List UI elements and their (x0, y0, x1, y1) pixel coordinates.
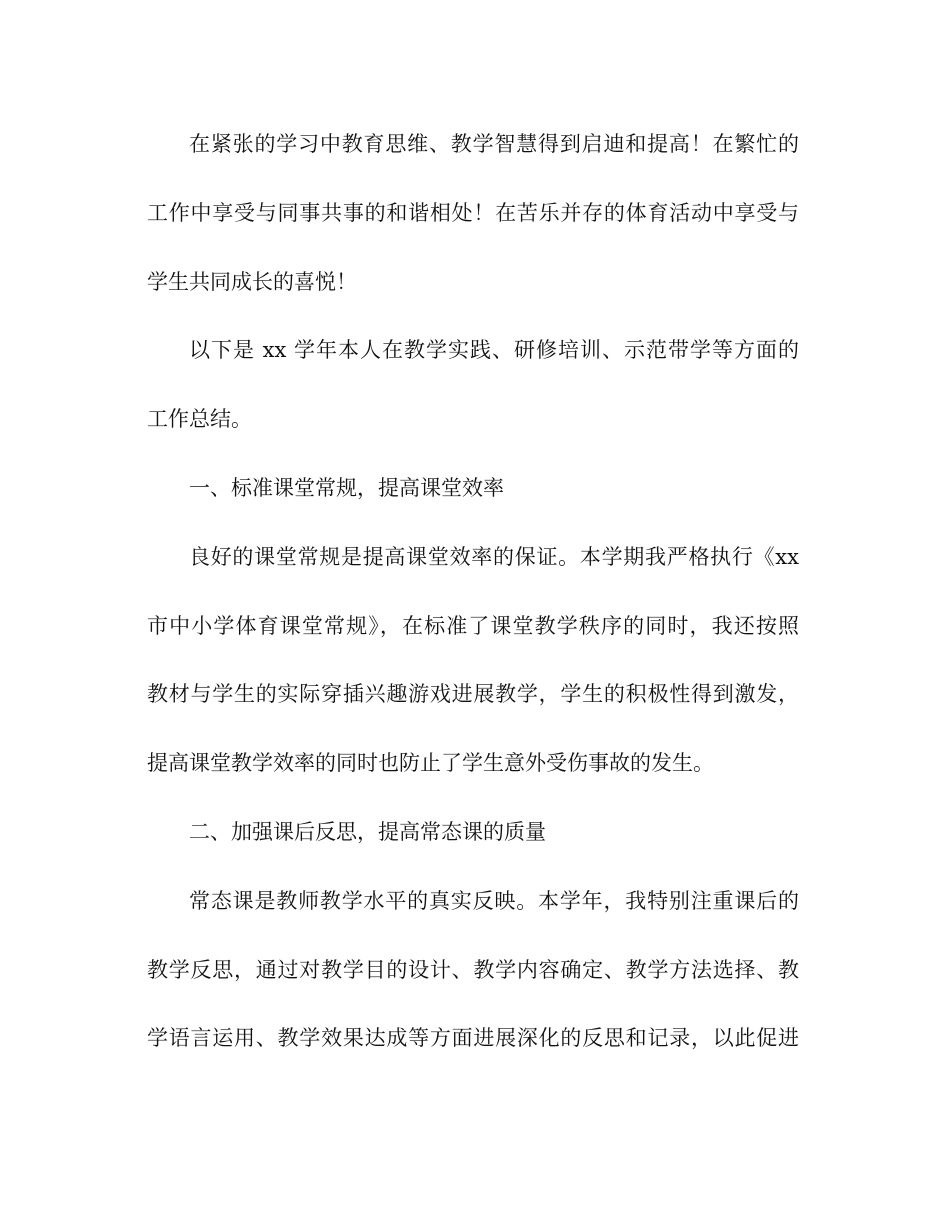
paragraph-3-line-3: 教材与学生的实际穿插兴趣游戏进展教学，学生的积极性得到激发， (147, 682, 799, 707)
paragraph-3-line-1: 良好的课堂常规是提高课堂效率的保证。本学期我严格执行《xx (189, 544, 799, 569)
paragraph-2-line-1: 以下是 xx 学年本人在教学实践、研修培训、示范带学等方面的 (189, 338, 799, 363)
paragraph-4-line-1: 常态课是教师教学水平的真实反映。本学年，我特别注重课后的 (189, 888, 799, 913)
paragraph-3-line-2: 市中小学体育课堂常规》，在标准了课堂教学秩序的同时，我还按照 (147, 613, 799, 638)
section-heading-2: 二、加强课后反思，提高常态课的质量 (189, 819, 546, 844)
paragraph-1-line-2: 工作中享受与同事共事的和谐相处！在苦乐并存的体育活动中享受与 (147, 200, 799, 225)
paragraph-4-line-3: 学语言运用、教学效果达成等方面进展深化的反思和记录，以此促进 (147, 1026, 799, 1051)
document-body (147, 118, 799, 1081)
paragraph-1-line-1: 在紧张的学习中教育思维、教学智慧得到启迪和提高！在繁忙的 (189, 132, 799, 156)
section-heading-1: 一、标准课堂常规，提高课堂效率 (189, 475, 504, 500)
paragraph-1-line-3: 学生共同成长的喜悦！ (147, 269, 357, 294)
paragraph-3-line-4: 提高课堂教学效率的同时也防止了学生意外受伤事故的发生。 (147, 751, 714, 776)
paragraph-4-line-2: 教学反思，通过对教学目的设计、教学内容确定、教学方法选择、教 (147, 957, 799, 982)
paragraph-2-line-2: 工作总结。 (147, 407, 252, 432)
